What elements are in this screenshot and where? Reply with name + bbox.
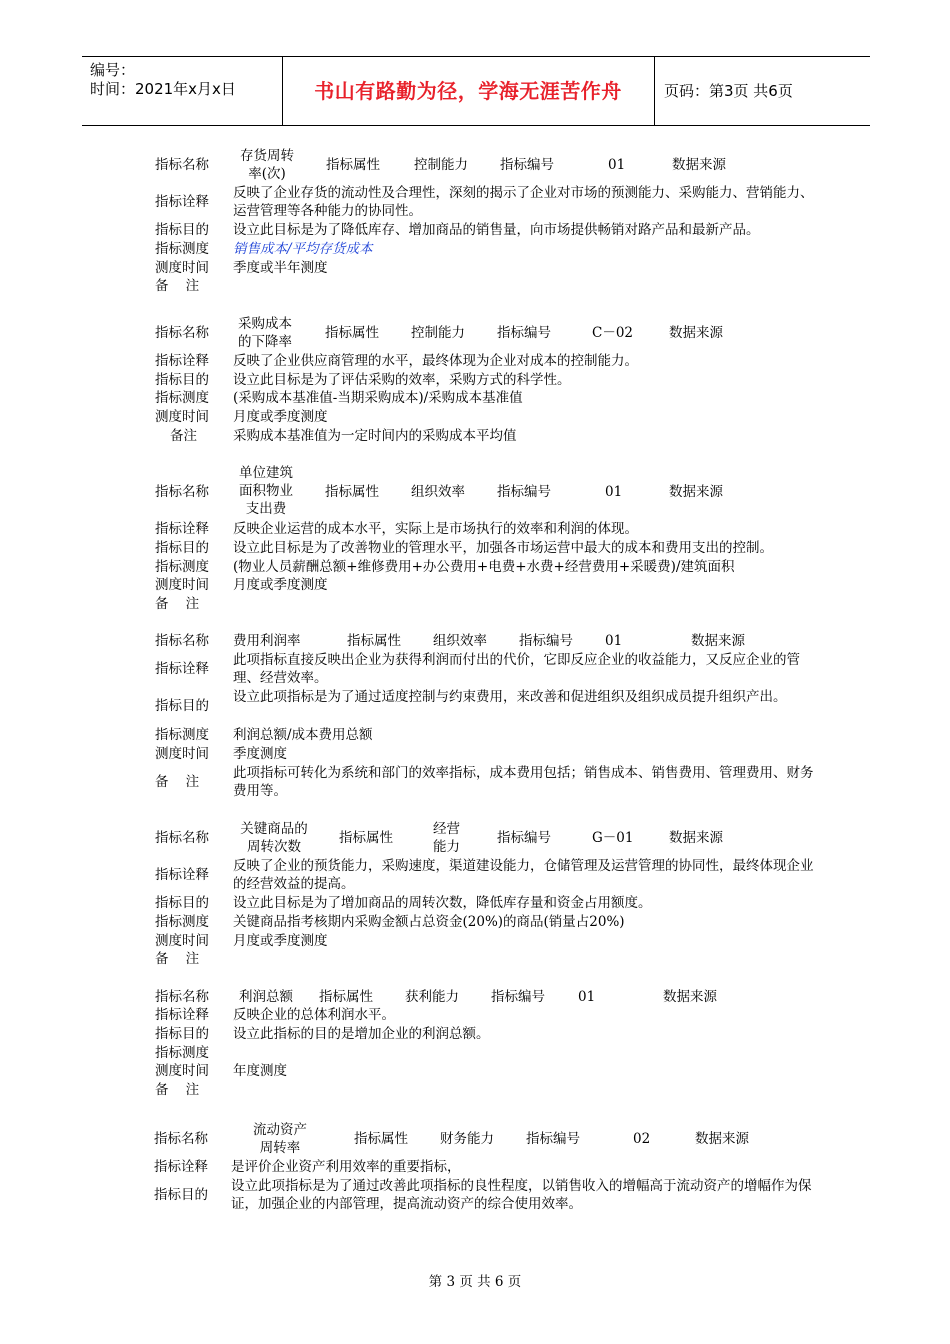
label-source: 数据来源 — [669, 325, 723, 341]
label-measure: 指标测度 — [155, 727, 209, 743]
label-measure: 指标测度 — [155, 241, 209, 257]
label-source: 数据来源 — [672, 157, 726, 173]
indicator-desc: 是评价企业资产利用效率的重要指标， — [231, 1159, 461, 1175]
indicator-measure: 利润总额/成本费用总额 — [233, 727, 373, 743]
label-name: 指标名称 — [155, 633, 209, 649]
document-date: 时间：2021年x月x日 — [90, 80, 236, 98]
label-code: 指标编号 — [519, 633, 573, 649]
label-purpose: 指标目的 — [155, 540, 209, 556]
header-divider — [654, 57, 655, 125]
label-time: 测度时间 — [155, 1063, 209, 1079]
indicator-time: 年度测度 — [233, 1063, 287, 1079]
indicator-attr: 经营 能力 — [433, 821, 460, 855]
indicator-measure: 销售成本/平均存货成本 — [233, 241, 373, 257]
label-purpose: 指标目的 — [155, 1026, 209, 1042]
indicator-purpose: 设立此指标的目的是增加企业的利润总额。 — [233, 1026, 490, 1042]
indicator-attr: 控制能力 — [414, 157, 468, 173]
indicator-measure: 关键商品指考核期内采购金额占总资金(20%)的商品(销量占20%) — [233, 914, 625, 930]
label-note: 备注 — [170, 428, 197, 444]
indicator-time: 月度或季度测度 — [233, 933, 328, 949]
label-name: 指标名称 — [155, 989, 209, 1005]
indicator-desc: 反映企业的总体利润水平。 — [233, 1007, 395, 1023]
indicator-note: 此项指标可转化为系统和部门的效率指标，成本费用包括；销售成本、销售费用、管理费用、财务费用等。 — [233, 765, 814, 799]
label-name: 指标名称 — [155, 325, 209, 341]
label-attr: 指标属性 — [325, 484, 379, 500]
indicator-purpose: 设立此目标是为了改善物业的管理水平，加强各市场运营中最大的成本和费用支出的控制。 — [233, 540, 773, 556]
label-measure: 指标测度 — [155, 390, 209, 406]
label-purpose: 指标目的 — [155, 895, 209, 911]
label-measure: 指标测度 — [155, 1045, 209, 1061]
label-time: 测度时间 — [155, 746, 209, 762]
label-attr: 指标属性 — [354, 1131, 408, 1147]
indicator-name: 关键商品的 周转次数 — [240, 821, 308, 855]
label-desc: 指标诠释 — [155, 1007, 209, 1023]
label-source: 数据来源 — [663, 989, 717, 1005]
indicator-purpose: 设立此目标是为了增加商品的周转次数，降低库存量和资金占用额度。 — [233, 895, 652, 911]
label-desc: 指标诠释 — [155, 661, 209, 677]
indicator-desc: 此项指标直接反映出企业为获得利润而付出的代价，它即反应企业的收益能力，又反应企业的管理、经营效率。 — [233, 652, 800, 686]
label-attr: 指标属性 — [325, 325, 379, 341]
label-attr: 指标属性 — [319, 989, 373, 1005]
indicator-purpose: 设立此目标是为了降低库存、增加商品的销售量，向市场提供畅销对路产品和最新产品。 — [233, 222, 760, 238]
label-time: 测度时间 — [155, 577, 209, 593]
label-name: 指标名称 — [155, 484, 209, 500]
label-code: 指标编号 — [500, 157, 554, 173]
label-time: 测度时间 — [155, 260, 209, 276]
indicator-note: 采购成本基准值为一定时间内的采购成本平均值 — [233, 428, 517, 444]
indicator-purpose: 设立此项指标是为了通过适度控制与约束费用，来改善和促进组织及组织成员提升组织产出。 — [233, 689, 787, 705]
indicator-code: 01 — [605, 633, 623, 649]
label-measure: 指标测度 — [155, 559, 209, 575]
label-attr: 指标属性 — [347, 633, 401, 649]
label-name: 指标名称 — [154, 1131, 208, 1147]
indicator-code: 01 — [608, 157, 626, 173]
indicator-purpose: 设立此目标是为了评估采购的效率，采购方式的科学性。 — [233, 372, 571, 388]
label-code: 指标编号 — [526, 1131, 580, 1147]
label-purpose: 指标目的 — [155, 222, 209, 238]
indicator-desc: 反映了企业供应商管理的水平，最终体现为企业对成本的控制能力。 — [233, 353, 638, 369]
indicator-time: 月度或季度测度 — [233, 409, 328, 425]
label-measure: 指标测度 — [155, 914, 209, 930]
page-header — [82, 56, 870, 126]
document-number: 编号： — [90, 61, 136, 79]
indicator-desc: 反映了企业的预货能力，采购速度，渠道建设能力，仓储管理及运营管理的协同性，最终体现企业的经营效益的提高。 — [233, 858, 814, 892]
label-note: 备 注 — [155, 774, 200, 790]
label-source: 数据来源 — [691, 633, 745, 649]
indicator-name: 存货周转 率(次) — [240, 148, 294, 182]
label-name: 指标名称 — [155, 157, 209, 173]
indicator-name: 利润总额 — [239, 989, 293, 1005]
indicator-attr: 组织效率 — [433, 633, 487, 649]
label-time: 测度时间 — [155, 409, 209, 425]
indicator-measure: (物业人员薪酬总额+维修费用+办公费用+电费+水费+经营费用+采暖费)/建筑面积 — [233, 559, 735, 575]
label-code: 指标编号 — [491, 989, 545, 1005]
indicator-time: 季度测度 — [233, 746, 287, 762]
label-desc: 指标诠释 — [155, 867, 209, 883]
indicator-desc: 反映企业运营的成本水平，实际上是市场执行的效率和利润的体现。 — [233, 521, 638, 537]
indicator-measure: (采购成本基准值-当期采购成本)/采购成本基准值 — [233, 390, 523, 406]
indicator-code: 01 — [578, 989, 596, 1005]
indicator-code: 02 — [633, 1131, 651, 1147]
label-code: 指标编号 — [497, 830, 551, 846]
label-source: 数据来源 — [669, 484, 723, 500]
label-note: 备 注 — [155, 1082, 200, 1098]
indicator-name: 单位建筑 面积物业 支出费 — [239, 465, 293, 517]
label-source: 数据来源 — [695, 1131, 749, 1147]
indicator-code: 01 — [605, 484, 623, 500]
label-purpose: 指标目的 — [155, 372, 209, 388]
indicator-attr: 财务能力 — [440, 1131, 494, 1147]
indicator-code: G－01 — [592, 830, 634, 846]
indicator-attr: 获利能力 — [405, 989, 459, 1005]
indicator-attr: 组织效率 — [411, 484, 465, 500]
label-attr: 指标属性 — [339, 830, 393, 846]
label-note: 备 注 — [155, 278, 200, 294]
label-name: 指标名称 — [155, 830, 209, 846]
label-source: 数据来源 — [669, 830, 723, 846]
label-desc: 指标诠释 — [155, 353, 209, 369]
label-note: 备 注 — [155, 951, 200, 967]
label-desc: 指标诠释 — [155, 521, 209, 537]
label-desc: 指标诠释 — [154, 1159, 208, 1175]
indicator-purpose: 设立此项指标是为了通过改善此项指标的良性程度，以销售收入的增幅高于流动资产的增幅作为保证，加强企业的内部管理，提高流动资产的综合使用效率。 — [231, 1178, 812, 1212]
header-meta — [90, 61, 236, 99]
indicator-name: 采购成本 的下降率 — [238, 316, 292, 350]
header-page-info: 页码：第3页 共6页 — [664, 82, 793, 100]
indicator-time: 季度或半年测度 — [233, 260, 328, 276]
label-code: 指标编号 — [497, 325, 551, 341]
label-note: 备 注 — [155, 596, 200, 612]
indicator-name: 流动资产 周转率 — [253, 1122, 307, 1156]
indicator-desc: 反映了企业存货的流动性及合理性，深刻的揭示了企业对市场的预测能力、采购能力、营销能力、运营管理等各种能力的协同性。 — [233, 185, 814, 219]
label-desc: 指标诠释 — [155, 194, 209, 210]
indicator-time: 月度或季度测度 — [233, 577, 328, 593]
indicator-attr: 控制能力 — [411, 325, 465, 341]
indicator-code: C－02 — [592, 325, 634, 341]
label-attr: 指标属性 — [326, 157, 380, 173]
label-time: 测度时间 — [155, 933, 209, 949]
indicator-name: 费用利润率 — [233, 633, 301, 649]
page-footer: 第 3 页 共 6 页 — [428, 1274, 522, 1290]
label-purpose: 指标目的 — [155, 698, 209, 714]
header-motto: 书山有路勤为径，学海无涯苦作舟 — [314, 79, 622, 103]
label-code: 指标编号 — [497, 484, 551, 500]
label-purpose: 指标目的 — [154, 1187, 208, 1203]
